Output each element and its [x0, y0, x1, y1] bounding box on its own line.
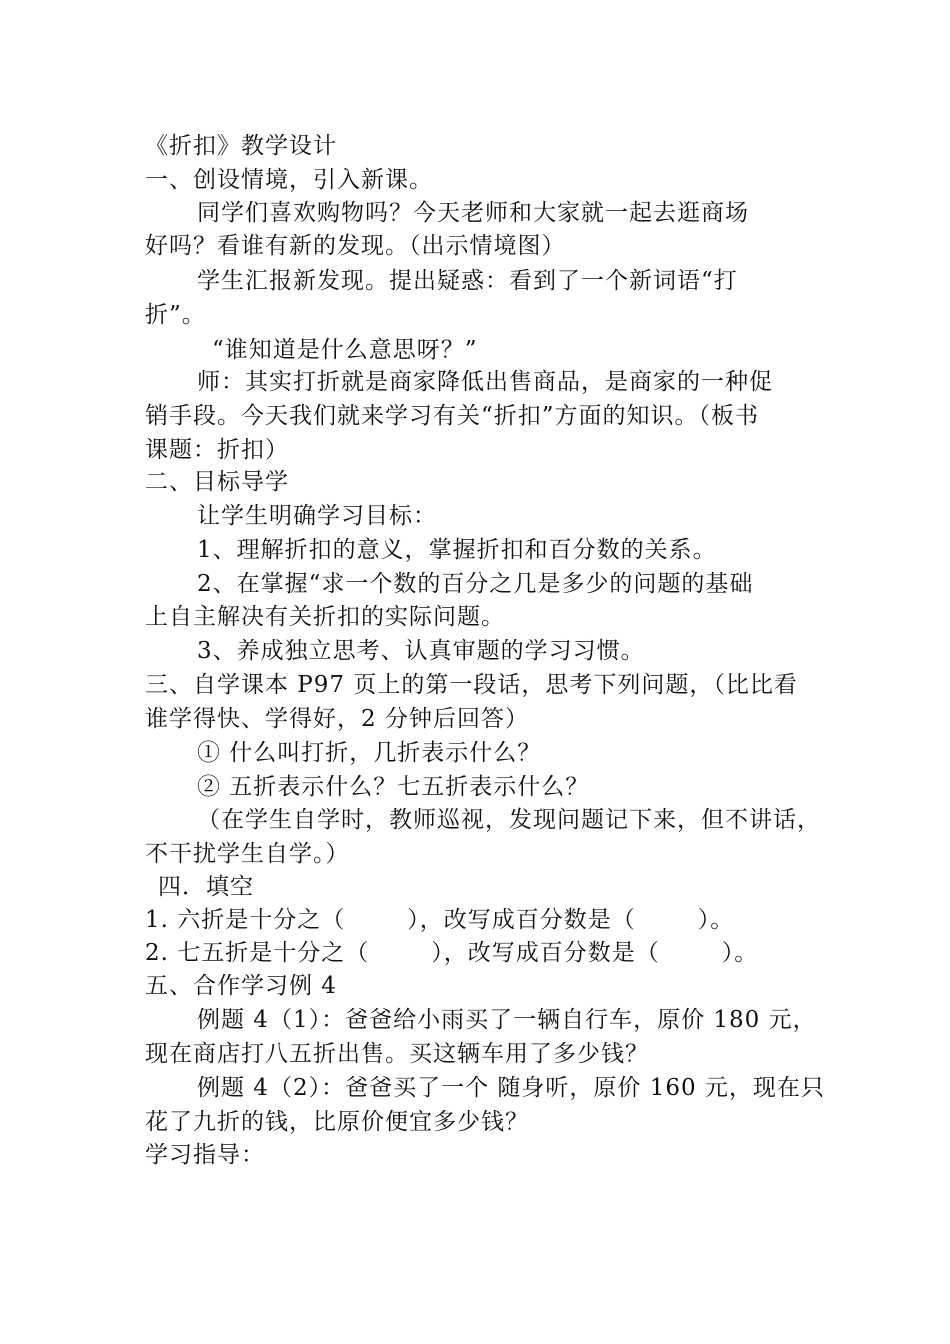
blank-text: ），改写成百分数是（: [431, 940, 660, 966]
paragraph-line: 销手段。今天我们就来学习有关“折扣”方面的知识。（板书: [145, 403, 760, 429]
paragraph-line: 学生汇报新发现。提出疑惑：看到了一个新词语“打: [197, 268, 738, 294]
paragraph-line: 师：其实打折就是商家降低出售商品，是商家的一种促: [197, 369, 773, 395]
section-heading-5: 五、合作学习例 4: [145, 973, 337, 999]
section-heading-3: 三、自学课本 P97 页上的第一段话，思考下列问题，（比比看: [145, 672, 798, 698]
example-line: 例题 4（1）：爸爸给小雨买了一辆自行车，原价 180 元，: [197, 1007, 817, 1033]
example-line: 例题 4（2）：爸爸买了一个 随身听，原价 160 元，现在只: [197, 1075, 825, 1101]
blank-text: ），改写成百分数是（: [407, 907, 636, 933]
paragraph-line: 课题：折扣）: [145, 437, 289, 463]
paragraph-line: 不干扰学生自学。）: [145, 841, 350, 867]
list-item: ② 五折表示什么？七五折表示什么？: [197, 774, 590, 800]
document-title: 《折扣》教学设计: [145, 133, 337, 159]
section-heading-2: 二、目标导学: [145, 469, 289, 495]
fill-blank-item-2: [145, 937, 758, 969]
paragraph-line: 同学们喜欢购物吗？今天老师和大家就一起去逛商场: [197, 200, 749, 226]
paragraph-line: 学习指导：: [145, 1142, 265, 1168]
list-item: ① 什么叫打折，几折表示什么？: [197, 740, 542, 766]
list-item: 3、养成独立思考、认真审题的学习习惯。: [197, 638, 645, 664]
blank-text: ）。: [721, 940, 759, 966]
section-heading-1: 一、创设情境，引入新课。: [145, 167, 433, 193]
example-line: 花了九折的钱，比原价便宜多少钱？: [145, 1109, 529, 1135]
paragraph-line: 折”。: [145, 302, 206, 328]
blank-text: 2. 七五折是十分之（: [145, 940, 370, 966]
example-line: 现在商店打八五折出售。买这辆车用了多少钱？: [145, 1041, 649, 1067]
list-item: 1、理解折扣的意义，掌握折扣和百分数的关系。: [197, 537, 717, 563]
paragraph-line: （在学生自学时，教师巡视，发现问题记下来，但不讲话，: [197, 807, 821, 833]
section-heading-4: 四．填空: [158, 874, 254, 900]
paragraph-line: 让学生明确学习目标：: [197, 503, 437, 529]
blank-text: ）。: [697, 907, 735, 933]
paragraph-line: 好吗？看谁有新的发现。（出示情境图）: [145, 233, 566, 259]
paragraph-line: 上自主解决有关折扣的实际问题。: [145, 604, 505, 630]
paragraph-line: “谁知道是什么意思呀？”: [212, 337, 478, 363]
paragraph-line: 谁学得快、学得好，2 分钟后回答）: [145, 706, 529, 732]
list-item: 2、在掌握“求一个数的百分之几是多少的问题的基础: [197, 571, 754, 597]
blank-text: 1. 六折是十分之（: [145, 907, 346, 933]
fill-blank-item-1: [145, 904, 734, 936]
